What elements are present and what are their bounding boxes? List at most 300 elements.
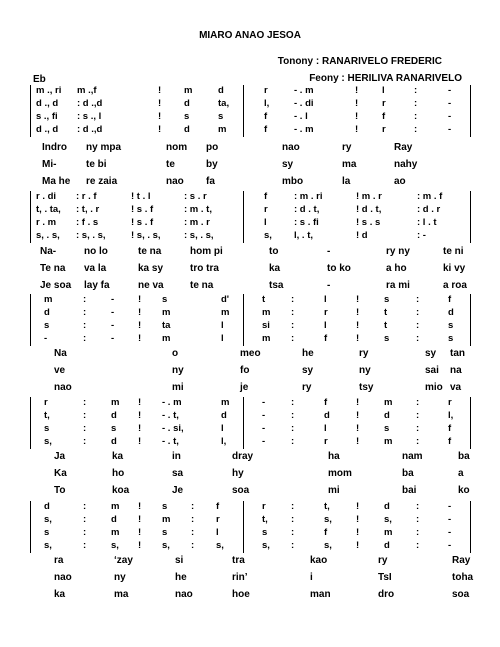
solfa-note: - . m: [162, 397, 182, 408]
solfa-note: s: [44, 423, 50, 434]
lyric-syllable: ba: [458, 451, 470, 462]
solfa-note: f: [382, 111, 386, 122]
lyric-syllable: po: [206, 142, 219, 153]
solfa-note: : m . r: [184, 217, 210, 228]
solfa-note: : f . s: [76, 217, 99, 228]
solfa-note: t: [384, 320, 388, 331]
solfa-note: s: [44, 320, 50, 331]
solfa-note: r: [262, 501, 266, 512]
solfa-note: -: [111, 307, 115, 318]
solfa-note: l,: [448, 410, 454, 421]
lyric-syllable: toha: [452, 572, 474, 583]
music-system: [30, 397, 470, 449]
lyric-syllable: mi: [172, 382, 184, 393]
solfa-note: s,: [44, 540, 52, 551]
solfa-note: f: [324, 333, 328, 344]
solfa-note: -: [111, 294, 115, 305]
lyric-syllable: man: [310, 589, 331, 600]
lyric-line: [0, 382, 500, 398]
solfa-note: s,: [384, 514, 392, 525]
solfa-note: !: [356, 397, 360, 408]
solfa-note: : -: [417, 230, 426, 241]
solfa-note: r: [216, 514, 220, 525]
lyric-syllable: a roa: [443, 280, 467, 291]
solfa-note: r: [382, 124, 386, 135]
lyric-syllable: ra: [54, 555, 64, 566]
solfa-note: -: [448, 527, 452, 538]
solfa-note: m: [162, 333, 171, 344]
lyric-syllable: TsI: [378, 572, 392, 583]
solfa-note: l,: [221, 436, 227, 447]
solfa-note: -: [448, 501, 452, 512]
solfa-note: !: [356, 410, 360, 421]
solfa-note: !: [138, 333, 142, 344]
lyric-syllable: ba: [402, 468, 414, 479]
solfa-note: m: [111, 527, 120, 538]
lyric-syllable: he: [302, 348, 314, 359]
solfa-note: :: [83, 501, 87, 512]
lyric-syllable: ry: [359, 348, 369, 359]
lyric-syllable: te ni: [443, 246, 464, 257]
lyric-syllable: ra mi: [386, 280, 410, 291]
solfa-note: ! d: [356, 230, 368, 241]
solfa-note: :: [414, 111, 418, 122]
solfa-note: s: [162, 501, 168, 512]
lyric-syllable: si: [175, 555, 184, 566]
note-row: [30, 111, 470, 124]
lyric-syllable: ve: [54, 365, 66, 376]
solfa-note: !: [138, 320, 142, 331]
solfa-note: :: [83, 514, 87, 525]
note-row: [30, 98, 470, 111]
lyric-syllable: ki vy: [443, 263, 466, 274]
solfa-note: d ., d: [36, 124, 59, 135]
solfa-note: d: [184, 124, 190, 135]
lyric-syllable: sa: [172, 468, 184, 479]
solfa-note: s: [184, 111, 190, 122]
solfa-note: !: [138, 514, 142, 525]
lyric-syllable: ao: [394, 176, 406, 187]
song-title: MIARO ANAO JESOA: [199, 30, 301, 41]
solfa-note: m: [262, 307, 271, 318]
lyric-syllable: Ka: [54, 468, 67, 479]
lyric-syllable: tan: [450, 348, 465, 359]
solfa-note: -: [262, 436, 266, 447]
solfa-note: s,: [44, 514, 52, 525]
lyric-syllable: ry: [302, 382, 312, 393]
solfa-note: : m . ri: [294, 191, 323, 202]
solfa-note: d: [111, 514, 117, 525]
solfa-note: !: [355, 98, 359, 109]
solfa-note: -: [111, 333, 115, 344]
solfa-note: l: [216, 527, 219, 538]
lyric-line: [0, 365, 500, 381]
solfa-note: s: [448, 333, 454, 344]
solfa-note: m: [221, 397, 230, 408]
solfa-note: !: [158, 85, 162, 96]
bar-line: [470, 294, 471, 346]
lyric-syllable: ‘zay: [114, 555, 133, 566]
lyric-syllable: nahy: [394, 159, 418, 170]
solfa-note: -: [448, 111, 452, 122]
solfa-note: :: [191, 501, 195, 512]
solfa-note: - . t,: [162, 410, 179, 421]
solfa-note: f: [264, 191, 268, 202]
solfa-note: :: [416, 436, 420, 447]
solfa-note: m: [384, 527, 393, 538]
solfa-note: f: [448, 294, 452, 305]
lyric-syllable: ny: [359, 365, 371, 376]
lyric-syllable: ka sy: [138, 263, 164, 274]
note-row: [30, 410, 470, 423]
solfa-note: d: [184, 98, 190, 109]
solfa-note: : s, . s,: [184, 230, 214, 241]
solfa-note: ! m . r: [356, 191, 382, 202]
solfa-note: :: [416, 333, 420, 344]
solfa-note: t: [262, 294, 266, 305]
lyric-syllable: meo: [240, 348, 261, 359]
lyric-line: [0, 589, 500, 605]
lyric-syllable: to ko: [327, 263, 351, 274]
lyric-syllable: sy: [425, 348, 437, 359]
solfa-note: s,: [216, 540, 224, 551]
solfa-note: !: [138, 501, 142, 512]
solfa-note: s,: [264, 230, 272, 241]
solfa-note: m: [221, 307, 230, 318]
solfa-note: :: [416, 527, 420, 538]
lyric-syllable: dro: [378, 589, 395, 600]
lyric-syllable: by: [206, 159, 218, 170]
lyric-syllable: i: [310, 572, 313, 583]
solfa-note: !: [138, 527, 142, 538]
music-system: [30, 501, 470, 553]
solfa-note: : d .,d: [77, 124, 103, 135]
solfa-note: :: [416, 320, 420, 331]
solfa-note: l: [324, 294, 327, 305]
lyric-syllable: Ray: [394, 142, 413, 153]
solfa-note: m: [162, 307, 171, 318]
solfa-note: m .,f: [77, 85, 97, 96]
solfa-note: r: [448, 397, 452, 408]
solfa-note: !: [356, 333, 360, 344]
solfa-note: d': [221, 294, 230, 305]
lyric-syllable: ka: [54, 589, 66, 600]
solfa-note: s: [218, 111, 224, 122]
solfa-note: r . di: [36, 191, 57, 202]
solfa-note: :: [291, 436, 295, 447]
lyric-syllable: nam: [402, 451, 423, 462]
solfa-note: !: [356, 436, 360, 447]
lyric-syllable: koa: [112, 485, 130, 496]
solfa-note: !: [158, 111, 162, 122]
solfa-note: !: [355, 85, 359, 96]
solfa-note: d: [218, 85, 224, 96]
solfa-note: :: [416, 514, 420, 525]
bar-line: [470, 191, 471, 243]
solfa-note: !: [356, 540, 360, 551]
lyric-syllable: nao: [175, 589, 193, 600]
solfa-note: s,: [262, 540, 270, 551]
solfa-note: :: [291, 410, 295, 421]
lyric-syllable: nao: [166, 176, 184, 187]
solfa-note: ! s, . s,: [131, 230, 161, 241]
lyric-syllable: na: [450, 365, 462, 376]
solfa-note: : t, . r: [76, 204, 100, 215]
lyric-line: [0, 468, 500, 484]
lyric-syllable: -: [327, 280, 331, 291]
lyric-syllable: soa: [232, 485, 250, 496]
solfa-note: s: [384, 423, 390, 434]
solfa-note: -: [262, 410, 266, 421]
solfa-note: :: [416, 423, 420, 434]
note-row: [30, 320, 470, 333]
solfa-note: :: [191, 540, 195, 551]
lyric-syllable: sai: [425, 365, 439, 376]
solfa-note: !: [355, 111, 359, 122]
note-row: [30, 397, 470, 410]
bar-line: [470, 501, 471, 553]
solfa-note: l: [382, 85, 385, 96]
solfa-note: :: [291, 527, 295, 538]
lyric-line: [0, 159, 500, 175]
solfa-note: -: [111, 320, 115, 331]
lyric-syllable: ne va: [138, 280, 164, 291]
solfa-note: !: [158, 124, 162, 135]
lyric-syllable: va la: [84, 263, 107, 274]
solfa-note: r: [324, 307, 328, 318]
solfa-note: :: [414, 85, 418, 96]
note-row: [30, 85, 470, 98]
solfa-note: ta: [162, 320, 171, 331]
lyric-line: [0, 451, 500, 467]
lyric-syllable: ha: [328, 451, 340, 462]
solfa-note: :: [291, 307, 295, 318]
lyric-line: [0, 348, 500, 364]
solfa-note: s, . s,: [36, 230, 60, 241]
solfa-note: :: [416, 397, 420, 408]
solfa-note: d: [221, 410, 227, 421]
lyric-syllable: no lo: [84, 246, 108, 257]
solfa-note: f: [448, 436, 452, 447]
solfa-note: : s . r: [184, 191, 207, 202]
solfa-note: d: [111, 436, 117, 447]
solfa-note: : m . t,: [184, 204, 212, 215]
solfa-note: -: [448, 514, 452, 525]
solfa-note: !: [356, 294, 360, 305]
lyric-syllable: hoe: [232, 589, 250, 600]
solfa-note: l: [324, 320, 327, 331]
solfa-note: m: [218, 124, 227, 135]
lyric-syllable: ko: [458, 485, 470, 496]
solfa-note: s: [262, 527, 268, 538]
lyric-syllable: mbo: [282, 176, 304, 187]
lyric-syllable: ry: [378, 555, 388, 566]
solfa-note: t,: [44, 410, 50, 421]
lyric-syllable: mio: [425, 382, 443, 393]
lyric-syllable: Indro: [42, 142, 67, 153]
solfa-note: r: [44, 397, 48, 408]
solfa-note: d: [384, 501, 390, 512]
note-row: [30, 124, 470, 137]
lyric-syllable: o: [172, 348, 179, 359]
solfa-note: d: [111, 410, 117, 421]
lyric-syllable: a: [458, 468, 464, 479]
solfa-note: m: [162, 514, 171, 525]
solfa-note: !: [138, 423, 142, 434]
note-row: [30, 436, 470, 449]
solfa-note: s: [44, 527, 50, 538]
lyric-syllable: -: [327, 246, 331, 257]
lyric-syllable: sy: [302, 365, 314, 376]
solfa-note: :: [416, 501, 420, 512]
solfa-note: f: [216, 501, 220, 512]
lyric-line: [0, 485, 500, 501]
solfa-note: m: [111, 501, 120, 512]
lyric-syllable: ka: [269, 263, 281, 274]
lyric-syllable: je: [240, 382, 249, 393]
solfa-note: :: [416, 294, 420, 305]
lyric-syllable: to: [269, 246, 279, 257]
music-system: [30, 294, 470, 346]
solfa-note: t: [384, 307, 388, 318]
bar-line: [470, 397, 471, 449]
key-signature: Eb: [33, 74, 46, 85]
lyric-syllable: Na-: [40, 246, 57, 257]
lyric-syllable: tro tra: [190, 263, 219, 274]
solfa-note: -: [448, 124, 452, 135]
solfa-note: : r . f: [76, 191, 97, 202]
lyric-syllable: To: [54, 485, 66, 496]
solfa-note: m: [262, 333, 271, 344]
solfa-note: r: [264, 204, 268, 215]
solfa-note: !: [138, 410, 142, 421]
solfa-note: : s ., l: [77, 111, 102, 122]
solfa-note: d: [448, 307, 454, 318]
solfa-note: - . m: [294, 85, 314, 96]
solfa-note: !: [355, 124, 359, 135]
solfa-note: !: [356, 320, 360, 331]
music-system: [30, 85, 470, 137]
solfa-note: s: [162, 527, 168, 538]
lyric-syllable: tsy: [359, 382, 374, 393]
lyric-syllable: he: [175, 572, 187, 583]
lyric-line: [0, 572, 500, 588]
solfa-note: !: [138, 294, 142, 305]
note-row: [30, 423, 470, 436]
solfa-note: :: [191, 527, 195, 538]
solfa-note: ! s . f: [131, 204, 154, 215]
note-row: [30, 501, 470, 514]
note-row: [30, 307, 470, 320]
solfa-note: s,: [44, 436, 52, 447]
solfa-note: !: [356, 423, 360, 434]
solfa-note: :: [291, 397, 295, 408]
lyric-syllable: mom: [328, 468, 352, 479]
lyric-line: [0, 555, 500, 571]
lyric-syllable: Mi-: [42, 159, 57, 170]
solfa-note: ta,: [218, 98, 230, 109]
solfa-note: m: [384, 436, 393, 447]
note-row: [30, 191, 470, 204]
solfa-note: d: [44, 307, 50, 318]
lyric-syllable: hy: [232, 468, 244, 479]
solfa-note: l: [221, 333, 224, 344]
music-system: [30, 191, 470, 243]
lyric-syllable: te na: [190, 280, 214, 291]
lyric-syllable: soa: [452, 589, 470, 600]
solfa-note: m: [184, 85, 193, 96]
solfa-note: l,: [264, 98, 270, 109]
lyric-syllable: re zaia: [86, 176, 118, 187]
solfa-note: s: [384, 333, 390, 344]
lyric-syllable: Te na: [40, 263, 66, 274]
solfa-note: f: [324, 397, 328, 408]
lyric-syllable: tsa: [269, 280, 284, 291]
solfa-note: ! d . t,: [356, 204, 382, 215]
solfa-note: :: [83, 294, 87, 305]
solfa-note: f: [264, 111, 268, 122]
solfa-note: :: [291, 514, 295, 525]
lyric-syllable: Je: [172, 485, 184, 496]
solfa-note: -: [448, 540, 452, 551]
solfa-note: r: [382, 98, 386, 109]
lyric-syllable: la: [342, 176, 351, 187]
lyric-line: [0, 246, 500, 262]
solfa-note: !: [138, 397, 142, 408]
solfa-note: :: [416, 540, 420, 551]
lyric-syllable: ny: [172, 365, 184, 376]
solfa-note: -: [448, 85, 452, 96]
note-row: [30, 217, 470, 230]
solfa-note: ! t . l: [131, 191, 151, 202]
solfa-note: l, . t,: [294, 230, 313, 241]
lyric-syllable: ny mpa: [86, 142, 122, 153]
solfa-note: !: [356, 514, 360, 525]
solfa-note: r: [324, 436, 328, 447]
solfa-note: : d . t,: [294, 204, 320, 215]
note-row: [30, 204, 470, 217]
solfa-note: f: [448, 423, 452, 434]
solfa-note: :: [416, 410, 420, 421]
solfa-note: !: [138, 540, 142, 551]
lyric-syllable: lay fa: [84, 280, 110, 291]
note-row: [30, 230, 470, 243]
lyric-line: [0, 176, 500, 192]
solfa-note: s,: [162, 540, 170, 551]
solfa-note: :: [291, 501, 295, 512]
lyric-syllable: ma: [342, 159, 357, 170]
note-row: [30, 294, 470, 307]
solfa-note: f: [324, 527, 328, 538]
solfa-note: t,: [324, 501, 330, 512]
solfa-note: : d .,d: [77, 98, 103, 109]
solfa-note: - . t,: [162, 436, 179, 447]
lyric-syllable: tra: [232, 555, 245, 566]
lyric-syllable: dray: [232, 451, 254, 462]
lyric-syllable: ry: [342, 142, 352, 153]
solfa-note: r . m: [36, 217, 57, 228]
lyric-syllable: Ja: [54, 451, 66, 462]
solfa-note: l: [221, 423, 224, 434]
solfa-note: !: [356, 527, 360, 538]
lyric-syllable: sy: [282, 159, 294, 170]
lyric-syllable: te na: [138, 246, 162, 257]
solfa-note: !: [356, 307, 360, 318]
solfa-note: l: [221, 320, 224, 331]
solfa-note: :: [414, 124, 418, 135]
solfa-note: t,: [262, 514, 268, 525]
solfa-note: s: [111, 423, 117, 434]
